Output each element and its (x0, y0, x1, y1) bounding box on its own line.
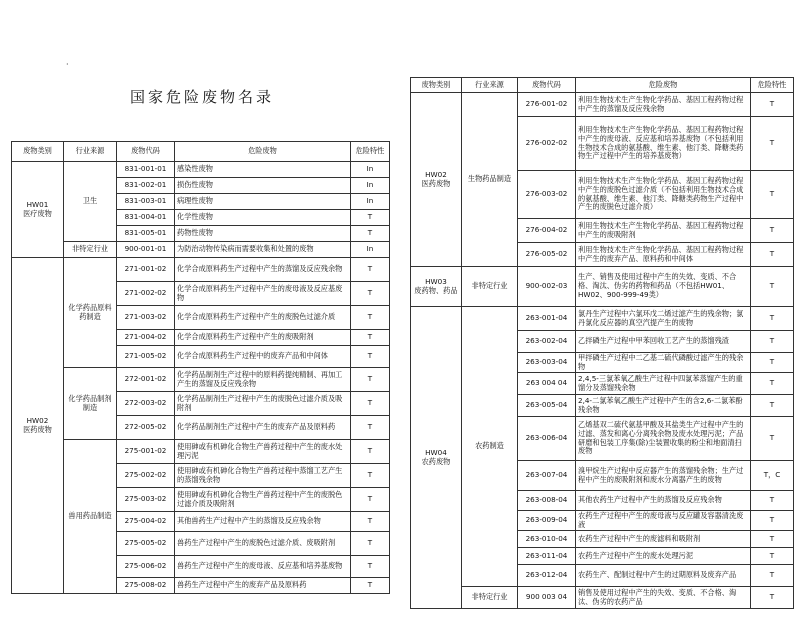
waste-desc: 2,4-二氯苯氧乙酸生产过程中产生的含2,6-二氯苯酚残余物 (576, 395, 751, 417)
hazard-property: T (351, 464, 390, 488)
waste-code: 272-005-02 (117, 416, 175, 440)
category-hw02: HW02 医药废物 (411, 93, 462, 267)
category-hw02: HW02 医药废物 (12, 258, 64, 594)
waste-code: 263-010-04 (518, 531, 576, 548)
waste-desc: 农药生产过程中产生的废母液与反应罐及容器清洗废液 (576, 511, 751, 531)
hazard-property: T (351, 416, 390, 440)
waste-code: 276-005-02 (518, 243, 576, 267)
hazard-property: T (751, 171, 794, 219)
source-nonspecific: 非特定行业 (462, 267, 518, 307)
waste-desc: 农药生产、配制过程中产生的过期原料及废弃产品 (576, 565, 751, 587)
waste-desc: 兽药生产过程中产生的废弃产品及原料药 (175, 578, 351, 594)
waste-desc: 氯丹生产过程中六氯环戊二烯过滤产生的残余物；氯丹氯化反应器的真空汽提产生的废物 (576, 307, 751, 331)
waste-code: 271-003-02 (117, 306, 175, 330)
waste-code: 831-001-01 (117, 162, 175, 178)
waste-desc: 化学性废物 (175, 210, 351, 226)
waste-code: 263-012-04 (518, 565, 576, 587)
waste-code: 276-003-02 (518, 171, 576, 219)
source-nonspecific: 非特定行业 (64, 242, 117, 258)
page-title: 国家危险废物名录 (130, 88, 275, 106)
right-table (410, 77, 794, 609)
waste-code: 272-001-02 (117, 368, 175, 392)
waste-code: 276-004-02 (518, 219, 576, 243)
waste-code: 272-003-02 (117, 392, 175, 416)
waste-desc: 化学合成原料药生产过程中产生的蒸馏及反应残余物 (175, 258, 351, 282)
waste-desc: 2,4,5-三氯苯氧乙酸生产过程中四氯苯蒸馏产生的重馏分及蒸馏残余物 (576, 373, 751, 395)
waste-code: 275-001-02 (117, 440, 175, 464)
waste-desc: 农药生产过程中产生的废水处理污泥 (576, 548, 751, 565)
hazard-property: T (751, 548, 794, 565)
waste-code: 831-005-01 (117, 226, 175, 242)
hazard-property: T (351, 306, 390, 330)
waste-desc: 为防治动物传染病而需要收集和处置的废物 (175, 242, 351, 258)
waste-desc: 农药生产过程中产生的废滤料和吸附剂 (576, 531, 751, 548)
waste-desc: 销售及使用过程中产生的失效、变质、不合格、淘汰、伪劣的农药产品 (576, 587, 751, 609)
waste-code: 263-007-04 (518, 461, 576, 491)
waste-code: 263-005-04 (518, 395, 576, 417)
waste-code: 271-002-02 (117, 282, 175, 306)
hazard-property: In (351, 162, 390, 178)
header-waste: 危险废物 (175, 142, 351, 162)
waste-desc: 化学药品制剂生产过程中产生的废脱色过滤介质及吸附剂 (175, 392, 351, 416)
hazard-property: T (751, 331, 794, 353)
waste-desc: 化学合成原料药生产过程中产生的废吸附剂 (175, 330, 351, 346)
hazard-property: T (351, 330, 390, 346)
waste-desc: 化学合成原料药生产过程中的废弃产品和中间体 (175, 346, 351, 368)
waste-code: 900-001-01 (117, 242, 175, 258)
waste-desc: 化学药品制剂生产过程中产生的废弃产品及原料药 (175, 416, 351, 440)
source-chem-api: 化学药品原料药制造 (64, 258, 117, 368)
waste-code: 263-011-04 (518, 548, 576, 565)
left-table (11, 141, 390, 594)
waste-code: 263-008-04 (518, 491, 576, 511)
waste-code: 831-002-01 (117, 178, 175, 194)
header-source: 行业来源 (462, 78, 518, 93)
hazard-property: T (351, 392, 390, 416)
source-health: 卫生 (64, 162, 117, 242)
hazard-property: In (351, 242, 390, 258)
waste-desc: 兽药生产过程中产生的废母液、反应基和培养基废物 (175, 556, 351, 578)
waste-desc: 其他农药生产过程中产生的蒸馏及反应残余物 (576, 491, 751, 511)
hazard-property: T (351, 226, 390, 242)
hazard-property: T，C (751, 461, 794, 491)
waste-code: 271-001-02 (117, 258, 175, 282)
hazard-property: T (751, 395, 794, 417)
header-code: 废物代码 (518, 78, 576, 93)
waste-code: 276-001-02 (518, 93, 576, 117)
hazard-property: T (751, 565, 794, 587)
hazard-property: T (351, 346, 390, 368)
waste-code: 275-006-02 (117, 556, 175, 578)
source-chem-prep: 化学药品制剂制造 (64, 368, 117, 440)
hazard-property: T (351, 556, 390, 578)
source-nonspecific: 非特定行业 (462, 587, 518, 609)
hazard-property: T (751, 267, 794, 307)
hazard-property: T (751, 373, 794, 395)
waste-code: 276-002-02 (518, 117, 576, 171)
waste-desc: 化学合成原料药生产过程中产生的废母液及反应基废物 (175, 282, 351, 306)
hazard-property: T (351, 440, 390, 464)
waste-desc: 利用生物技术生产生物化学药品、基因工程药物过程中产生的废脱色过滤介质（不包括利用生物技术合成的氨基酸、维生素、他汀类、降糖类药物生产过程中产生的废脱色过滤介质） (576, 171, 751, 219)
waste-desc: 溴甲烷生产过程中反应器产生的蒸馏残余物；生产过程中产生的废吸附剂和废水分离器产生的废物 (576, 461, 751, 491)
hazard-property: T (351, 210, 390, 226)
hazard-property: T (351, 368, 390, 392)
waste-code: 831-003-01 (117, 194, 175, 210)
source-pesticide: 农药制造 (462, 307, 518, 587)
waste-desc: 病理性废物 (175, 194, 351, 210)
waste-desc: 使用砷或有机砷化合物生产兽药过程中产生的废脱色过滤介质及吸附剂 (175, 488, 351, 512)
waste-desc: 生产、销售及使用过程中产生的失效、变质、不合格、淘汰、伪劣的药物和药品（不包括HW01、HW02、900-999-49类） (576, 267, 751, 307)
category-hw04: HW04 农药废物 (411, 307, 462, 609)
hazard-property: T (751, 587, 794, 609)
hazard-property: T (751, 243, 794, 267)
waste-code: 275-003-02 (117, 488, 175, 512)
hazard-property: T (351, 282, 390, 306)
hazard-property: In (351, 178, 390, 194)
waste-desc: 药物性废物 (175, 226, 351, 242)
waste-code: 263-003-04 (518, 353, 576, 373)
waste-code: 263-002-04 (518, 331, 576, 353)
source-vet: 兽用药品制造 (64, 440, 117, 594)
stray-mark: · (66, 60, 69, 69)
waste-code: 271-004-02 (117, 330, 175, 346)
hazard-property: T (751, 219, 794, 243)
header-waste: 危险废物 (576, 78, 751, 93)
hazard-property: T (751, 353, 794, 373)
hazard-property: T (351, 488, 390, 512)
waste-desc: 利用生物技术生产生物化学药品、基因工程药物过程中产生的蒸馏及反应残余物 (576, 93, 751, 117)
waste-code: 263-001-04 (518, 307, 576, 331)
header-source: 行业来源 (64, 142, 117, 162)
hazard-property: T (751, 511, 794, 531)
hazard-property: T (351, 258, 390, 282)
header-property: 危险特性 (751, 78, 794, 93)
waste-desc: 其他兽药生产过程中产生的蒸馏及反应残余物 (175, 512, 351, 532)
waste-desc: 乙烯基双二硫代氨基甲酸及其盐类生产过程中产生的过滤、蒸发和离心分离残余物及废水处理污泥；产品研磨和包装工序集(除)尘装置收集的粉尘和地面清扫废物 (576, 417, 751, 461)
header-category: 废物类别 (12, 142, 64, 162)
source-bio: 生物药品制造 (462, 93, 518, 267)
hazard-property: T (751, 531, 794, 548)
category-hw03: HW03 废药物、药品 (411, 267, 462, 307)
waste-desc: 使用砷或有机砷化合物生产兽药过程中产生的废水处理污泥 (175, 440, 351, 464)
waste-code: 263-009-04 (518, 511, 576, 531)
hazard-property: T (751, 93, 794, 117)
waste-desc: 使用砷或有机砷化合物生产兽药过程中蒸馏工艺产生的蒸馏残余物 (175, 464, 351, 488)
waste-code: 831-004-01 (117, 210, 175, 226)
header-property: 危险特性 (351, 142, 390, 162)
hazard-property: T (351, 532, 390, 556)
category-hw01: HW01 医疗废物 (12, 162, 64, 258)
waste-code: 900 003 04 (518, 587, 576, 609)
waste-desc: 利用生物技术生产生物化学药品、基因工程药物过程中产生的废弃产品、原料药和中间体 (576, 243, 751, 267)
waste-code: 271-005-02 (117, 346, 175, 368)
waste-code: 275-008-02 (117, 578, 175, 594)
hazard-property: T (751, 491, 794, 511)
header-category: 废物类别 (411, 78, 462, 93)
waste-code: 275-002-02 (117, 464, 175, 488)
hazard-property: T (751, 307, 794, 331)
waste-desc: 损伤性废物 (175, 178, 351, 194)
hazard-property: T (351, 512, 390, 532)
hazard-property: In (351, 194, 390, 210)
waste-code: 900-002-03 (518, 267, 576, 307)
waste-desc: 感染性废物 (175, 162, 351, 178)
waste-desc: 乙拌磷生产过程中甲苯回收工艺产生的蒸馏残渣 (576, 331, 751, 353)
waste-code: 275-004-02 (117, 512, 175, 532)
hazard-property: T (751, 417, 794, 461)
waste-desc: 化学药品制剂生产过程中的原料药提纯精制、再加工产生的蒸馏及反应残余物 (175, 368, 351, 392)
waste-desc: 利用生物技术生产生物化学药品、基因工程药物过程中产生的废母液、反应基和培养基废物（不包括利用生物技术合成的氨基酸、维生素、他汀类、降糖类药物生产过程中产生的培养基废物） (576, 117, 751, 171)
waste-desc: 兽药生产过程中产生的废脱色过滤介质、废吸附剂 (175, 532, 351, 556)
header-code: 废物代码 (117, 142, 175, 162)
hazard-property: T (351, 578, 390, 594)
waste-desc: 甲拌磷生产过程中二乙基二硫代磷酸过滤产生的残余物 (576, 353, 751, 373)
waste-desc: 利用生物技术生产生物化学药品、基因工程药物过程中产生的废吸附剂 (576, 219, 751, 243)
hazard-property: T (751, 117, 794, 171)
waste-desc: 化学合成原料药生产过程中产生的废脱色过滤介质 (175, 306, 351, 330)
waste-code: 263 004 04 (518, 373, 576, 395)
waste-code: 263-006-04 (518, 417, 576, 461)
waste-code: 275-005-02 (117, 532, 175, 556)
